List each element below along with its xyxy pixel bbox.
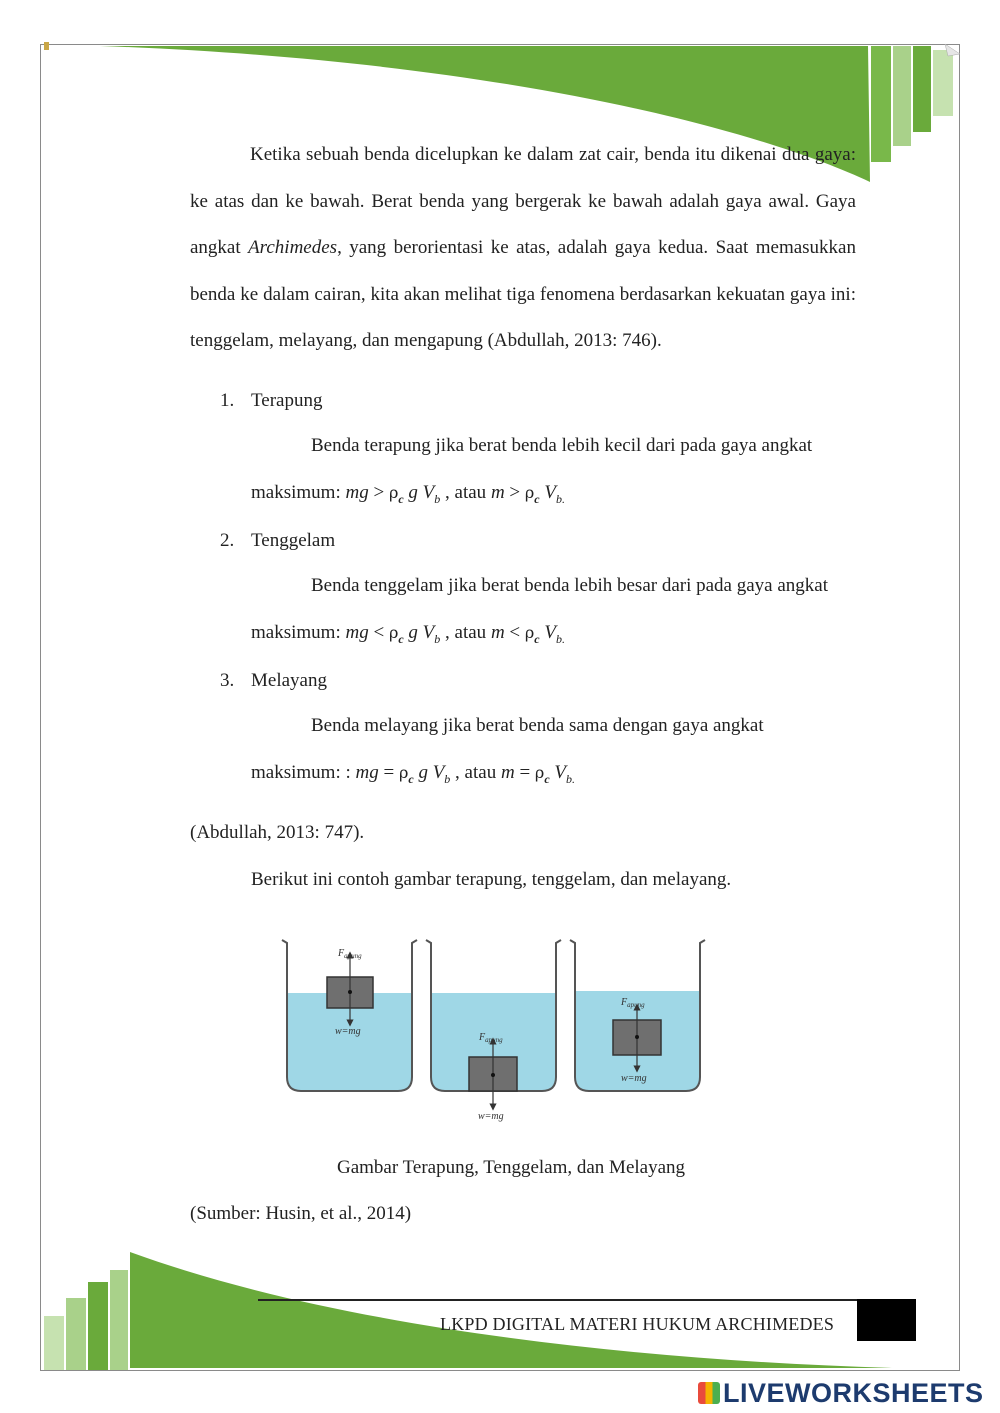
formula-g: g: [413, 762, 433, 783]
list-number-3: 3.: [220, 670, 235, 691]
liveworksheets-text: LIVEWORKSHEETS: [723, 1378, 984, 1408]
f-letter: F: [338, 948, 345, 959]
figure-caption: Gambar Terapung, Tenggelam, dan Melayang: [337, 1157, 686, 1178]
block-center-dot: [491, 1073, 495, 1077]
liveworksheets-logo[interactable]: [698, 1378, 984, 1409]
list-title-2: Tenggelam: [251, 530, 336, 551]
f-subscript: apung: [627, 1001, 645, 1009]
formula-v: V: [432, 762, 445, 783]
formula-lead: maksimum:: [251, 622, 346, 643]
intro-paragraph: [190, 132, 856, 365]
w-label: w=mg: [621, 1073, 647, 1084]
formula-1: [251, 482, 565, 507]
formula-op: >: [368, 482, 389, 503]
top-stripe-1: [871, 46, 891, 162]
intro-term: Archimedes: [248, 237, 338, 258]
list-body-3: Benda melayang jika berat benda sama dengan gaya angkat: [311, 715, 764, 736]
rho-subscript: c: [398, 491, 404, 506]
formula-v: V: [544, 622, 556, 643]
formula-v: V: [422, 482, 435, 503]
list-body-1: Benda terapung jika berat benda lebih kecil dari pada gaya angkat: [311, 435, 813, 456]
formula-op: =: [378, 762, 399, 783]
formula-lhs: mg: [345, 622, 369, 643]
figure-source: (Sumber: Husin, et al., 2014): [190, 1203, 412, 1224]
bottom-stripe-4: [110, 1270, 128, 1370]
top-stripe-2: [893, 46, 911, 146]
formula-op2: <: [504, 622, 525, 643]
formula-v: V: [544, 482, 556, 503]
formula-v: V: [554, 762, 566, 783]
beaker-figure: [278, 935, 708, 1125]
f-subscript: apung: [485, 1036, 503, 1044]
bottom-green-wave: [130, 1252, 895, 1368]
f-label: [337, 948, 362, 960]
corner-marker: [44, 42, 49, 50]
formula-op2: =: [514, 762, 535, 783]
v-subscript: b: [444, 771, 451, 786]
rho-subscript: c: [534, 491, 540, 506]
rho-symbol: ρ: [388, 623, 399, 642]
list-body-2: Benda tenggelam jika berat benda lebih besar dari pada gaya angkat: [311, 575, 828, 596]
bottom-stripe-2: [66, 1298, 86, 1370]
formula-end: b.: [555, 631, 565, 646]
block-center-dot: [635, 1035, 639, 1039]
list-number-1: 1.: [220, 390, 235, 411]
example-intro: Berikut ini contoh gambar terapung, tenggelam, dan melayang.: [251, 869, 732, 890]
formula-m: m: [500, 762, 515, 783]
formula-end: b.: [566, 771, 575, 786]
formula-lhs: mg: [345, 482, 369, 503]
formula-op: <: [368, 622, 389, 643]
beaker-sinking: [426, 940, 561, 1122]
intro-text-2: , yang berorientasi ke atas, adalah gaya kedua. Saat memasukkan benda ke dalam cairan, kita akan melihat tiga fenomena berdasarkan kekuatan gaya ini: tenggelam, melayang, dan mengapung (Abdullah, 2013: 746).: [190, 237, 856, 351]
formula-end: b.: [555, 491, 565, 506]
beaker-floating: [282, 940, 417, 1091]
citation: (Abdullah, 2013: 747).: [190, 822, 365, 843]
rho-symbol: ρ: [398, 763, 409, 782]
intro-text-1: Ketika sebuah benda dicelupkan ke dalam zat cair, benda itu dikenai dua gaya: ke atas dan ke bawah. Berat benda yang bergerak ke bawah adalah gaya awal. Gaya angkat: [190, 144, 856, 258]
w-label: w=mg: [335, 1026, 361, 1037]
beaker-suspended: [570, 940, 705, 1091]
block-center-dot: [348, 990, 352, 994]
top-stripe-3: [913, 46, 931, 132]
formula-mid: , atau: [440, 482, 491, 503]
formula-3: [251, 762, 575, 787]
formula-m: m: [490, 622, 505, 643]
rho-symbol: ρ: [524, 483, 535, 502]
liveworksheets-icon: [698, 1382, 720, 1404]
rho-symbol: ρ: [534, 763, 545, 782]
bottom-stripe-1: [44, 1316, 64, 1370]
footer-rule: [258, 1299, 858, 1301]
formula-v: V: [422, 622, 435, 643]
rho-subscript: c: [544, 771, 550, 786]
list-number-2: 2.: [220, 530, 235, 551]
list-title-1: Terapung: [251, 390, 323, 411]
rho-subscript: c: [398, 631, 404, 646]
rho-subscript: c: [534, 631, 540, 646]
formula-m: m: [490, 482, 505, 503]
formula-2: [251, 622, 565, 647]
bottom-stripe-3: [88, 1282, 108, 1370]
v-subscript: b: [434, 631, 441, 646]
rho-subscript: c: [408, 771, 414, 786]
formula-g: g: [403, 622, 423, 643]
formula-lhs: mg: [355, 762, 379, 783]
rho-symbol: ρ: [388, 483, 399, 502]
f-subscript: apung: [344, 952, 362, 960]
formula-mid: , atau: [450, 762, 501, 783]
page-number-box: [857, 1299, 916, 1341]
f-letter: F: [621, 997, 628, 1008]
top-stripe-4: [933, 50, 953, 116]
formula-lead: maksimum: :: [251, 762, 356, 783]
v-subscript: b: [434, 491, 441, 506]
footer-title: LKPD DIGITAL MATERI HUKUM ARCHIMEDES: [440, 1314, 835, 1334]
f-letter: F: [479, 1032, 486, 1043]
w-label: w=mg: [478, 1111, 504, 1122]
formula-op2: >: [504, 482, 525, 503]
formula-mid: , atau: [440, 622, 491, 643]
formula-g: g: [403, 482, 423, 503]
rho-symbol: ρ: [524, 623, 535, 642]
list-title-3: Melayang: [251, 670, 327, 691]
formula-lead: maksimum:: [251, 482, 346, 503]
